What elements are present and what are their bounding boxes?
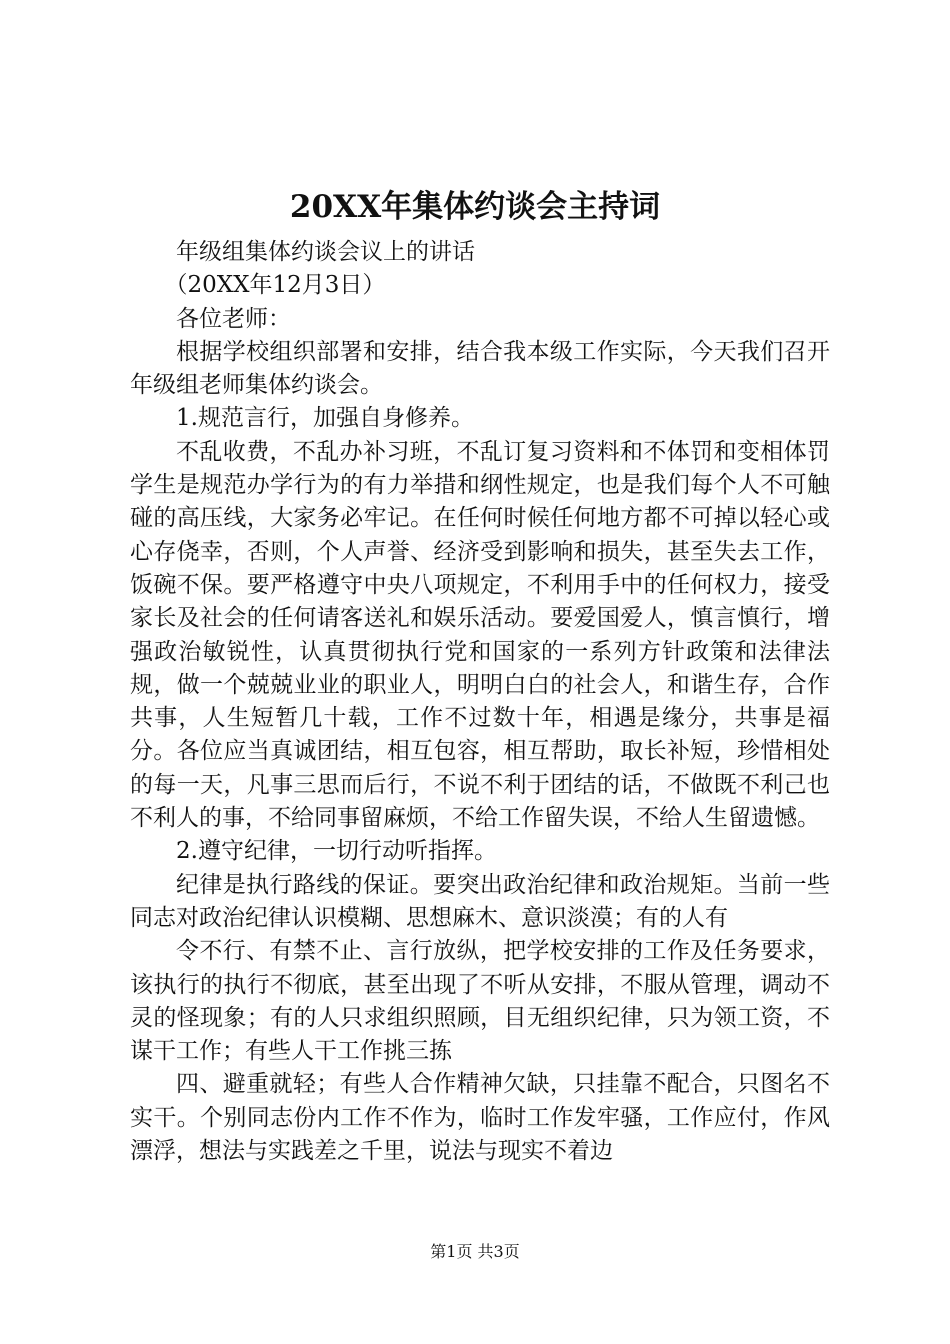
page-footer: 第1页 共3页 [430, 1242, 520, 1261]
document-title: 20XX年集体约谈会主持词 [289, 189, 661, 225]
paragraph-intro: 根据学校组织部署和安排，结合我本级工作实际，今天我们召开年级组老师集体约谈会。 [130, 338, 830, 399]
paragraph-subtitle: 年级组集体约谈会议上的讲话 [176, 239, 475, 265]
section-heading-2: 2.遵守纪律，一切行动听指挥。 [176, 838, 497, 865]
paragraph-section-2-body-a: 纪律是执行路线的保证。要突出政治纪律和政治规矩。当前一些同志对政治纪律认识模糊、思想麻木、意识淡漠；有的人有 [130, 871, 830, 931]
paragraph-salutation: 各位老师： [176, 305, 291, 332]
paragraph-section-1-body: 不乱收费，不乱办补习班，不乱订复习资料和不体罚和变相体罚学生是规范办学行为的有力举措和纲性规定，也是我们每个人不可触碰的高压线，大家务必牢记。在任何时候任何地方都不可掉以轻心或心存侥幸，否则，个人声誉、经济受到影响和损失，甚至失去工作，饭碗不保。要严格遵守中央八项规定，不利用手中的任何权力，接受家长及社会的任何请客送礼和娱乐活动。要爱国爱人，慎言慎行，增强政治敏锐性，认真贯彻执行党和国家的一系列方针政策和法律法规，做一个兢兢业业的职业人，明明白白的社会人，和谐生存，合作共事，人生短暂几十载，工作不过数十年，相遇是缘分，共事是福分。各位应当真诚团结，相互包容，相互帮助，取长补短，珍惜相处的每一天，凡事三思而后行，不说不利于团结的话，不做既不利己也不利人的事，不给同事留麻烦，不给工作留失误，不给人生留遗憾。 [130, 438, 830, 832]
section-heading-1: 1.规范言行，加强自身修养。 [176, 405, 474, 432]
document-body [130, 236, 830, 1168]
paragraph-section-2-body-b: 令不行、有禁不止、言行放纵，把学校安排的工作及任务要求，该执行的执行不彻底，甚至出现了不听从安排，不服从管理，调动不灵的怪现象；有的人只求组织照顾，目无组织纪律，只为领工资，不谋干工作；有些人干工作挑三拣 [130, 938, 830, 1065]
paragraph-date: （20XX年12月3日） [164, 272, 386, 299]
paragraph-section-2-body-c: 四、避重就轻；有些人合作精神欠缺，只挂靠不配合，只图名不实干。个别同志份内工作不作为，临时工作发牢骚，工作应付，作风漂浮，想法与实践差之千里，说法与现实不着边 [130, 1071, 830, 1165]
